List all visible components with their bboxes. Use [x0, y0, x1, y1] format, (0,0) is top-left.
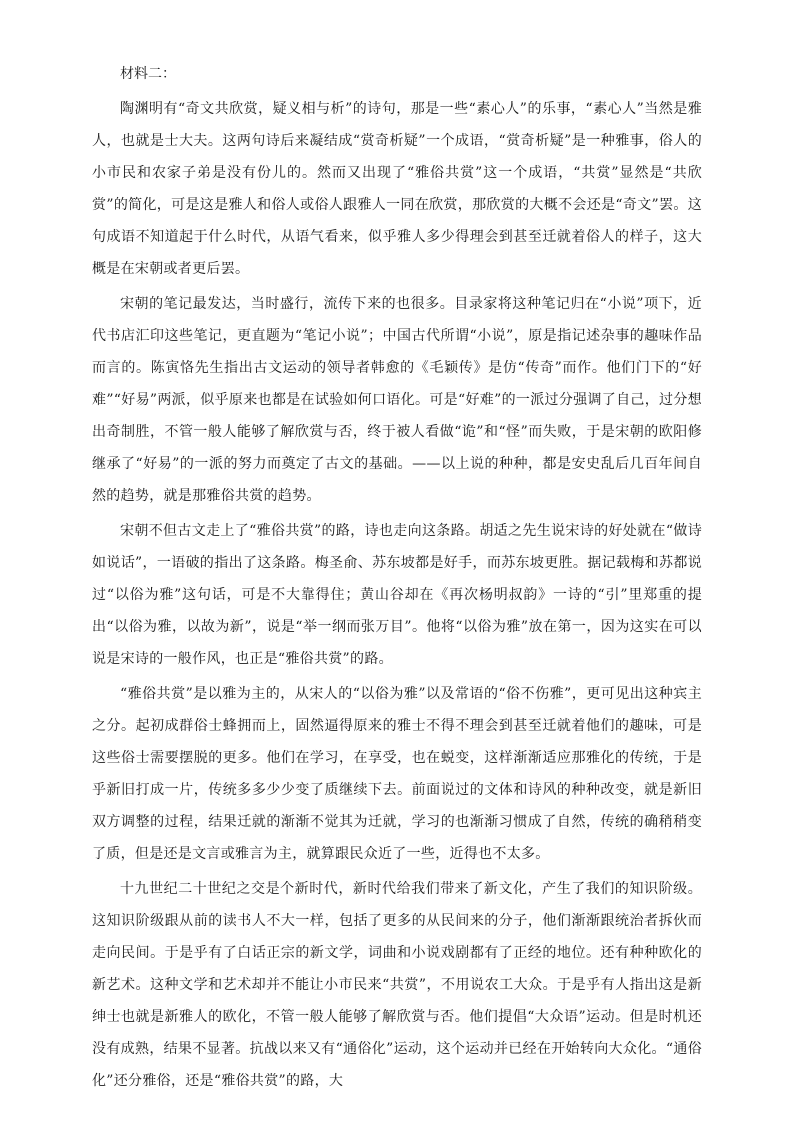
paragraph-2: 宋朝的笔记最发达，当时盛行，流传下来的也很多。目录家将这种笔记归在“小说”项下，近代书店汇印这些笔记，更直题为“笔记小说”；中国古代所谓“小说”，原是指记述杂事的趣味作品而言的。陈寅恪先生指出古文运动的领导者韩愈的《毛颖传》是仿“传奇”而作。他们门下的“好难”“好易”两派，似乎原来也都是在试验如何口语化。可是“好难”的一派过分强调了自己，过分想出奇制胜，不管一般人能够了解欣赏与否，终于被人看做“诡”和“怪”而失败，于是宋朝的欧阳修继承了“好易”的一派的努力而奠定了古文的基础。——以上说的种种，都是安史乱后几百年间自然的趋势，就是那雅俗共赏的趋势。 [92, 296, 702, 504]
paragraph-1: 陶渊明有“奇文共欣赏，疑义相与析”的诗句，那是一些“素心人”的乐事，“素心人”当然是雅人，也就是士大夫。这两句诗后来凝结成“赏奇析疑”一个成语，“赏奇析疑”是一种雅事，俗人的小市民和农家子弟是没有份儿的。然而又出现了“雅俗共赏”这一个成语，“共赏”显然是“共欣赏”的简化，可是这是雅人和俗人或俗人跟雅人一同在欣赏，那欣赏的大概不会还是“奇文”罢。这句成语不知道起于什么时代，从语气看来，似乎雅人多少得理会到甚至迁就着俗人的样子，这大概是在宋朝或者更后罢。 [92, 101, 702, 277]
paragraph-3: 宋朝不但古文走上了“雅俗共赏”的路，诗也走向这条路。胡适之先生说宋诗的好处就在“做诗如说话”，一语破的指出了这条路。梅圣俞、苏东坡都是好手，而苏东坡更胜。据记载梅和苏都说过“以俗为雅”这句话，可是不大靠得住；黄山谷却在《再次杨明叔韵》一诗的“引”里郑重的提出“以俗为雅，以故为新”，说是“举一纲而张万目”。他将“以俗为雅”放在第一，因为这实在可以说是宋诗的一般作风，也正是“雅俗共赏”的路。 [92, 523, 702, 667]
paragraph-4: “雅俗共赏”是以雅为主的，从宋人的“以俗为雅”以及常语的“俗不伤雅”，更可见出这种宾主之分。起初成群俗士蜂拥而上，固然逼得原来的雅士不得不理会到甚至迁就着他们的趣味，可是这些俗士需要摆脱的更多。他们在学习，在享受，也在蜕变，这样渐渐适应那雅化的传统，于是乎新旧打成一片，传统多多少少变了质继续下去。前面说过的文体和诗风的种种改变，就是新旧双方调整的过程，结果迁就的渐渐不觉其为迁就，学习的也渐渐习惯成了自然，传统的确稍稍变了质，但是还是文言或雅言为主，就算跟民众近了一些，近得也不太多。 [92, 686, 702, 862]
paragraph-5: 十九世纪二十世纪之交是个新时代，新时代给我们带来了新文化，产生了我们的知识阶级。这知识阶级跟从前的读书人不大一样，包括了更多的从民间来的分子，他们渐渐跟统治者拆伙而走向民间。于是乎有了白话正宗的新文学，词曲和小说戏剧都有了正经的地位。还有种种欧化的新艺术。这种文学和艺术却并不能让小市民来“共赏”，不用说农工大众。于是乎有人指出这是新绅士也就是新雅人的欧化，不管一般人能够了解欣赏与否。他们提倡“大众语”运动。但是时机还没有成熟，结果不显著。抗战以来又有“通俗化”运动，这个运动并已经在开始转向大众化。“通俗化”还分雅俗，还是“雅俗共赏”的路，大 [92, 881, 702, 1089]
section-heading: 材料二： [120, 66, 176, 82]
